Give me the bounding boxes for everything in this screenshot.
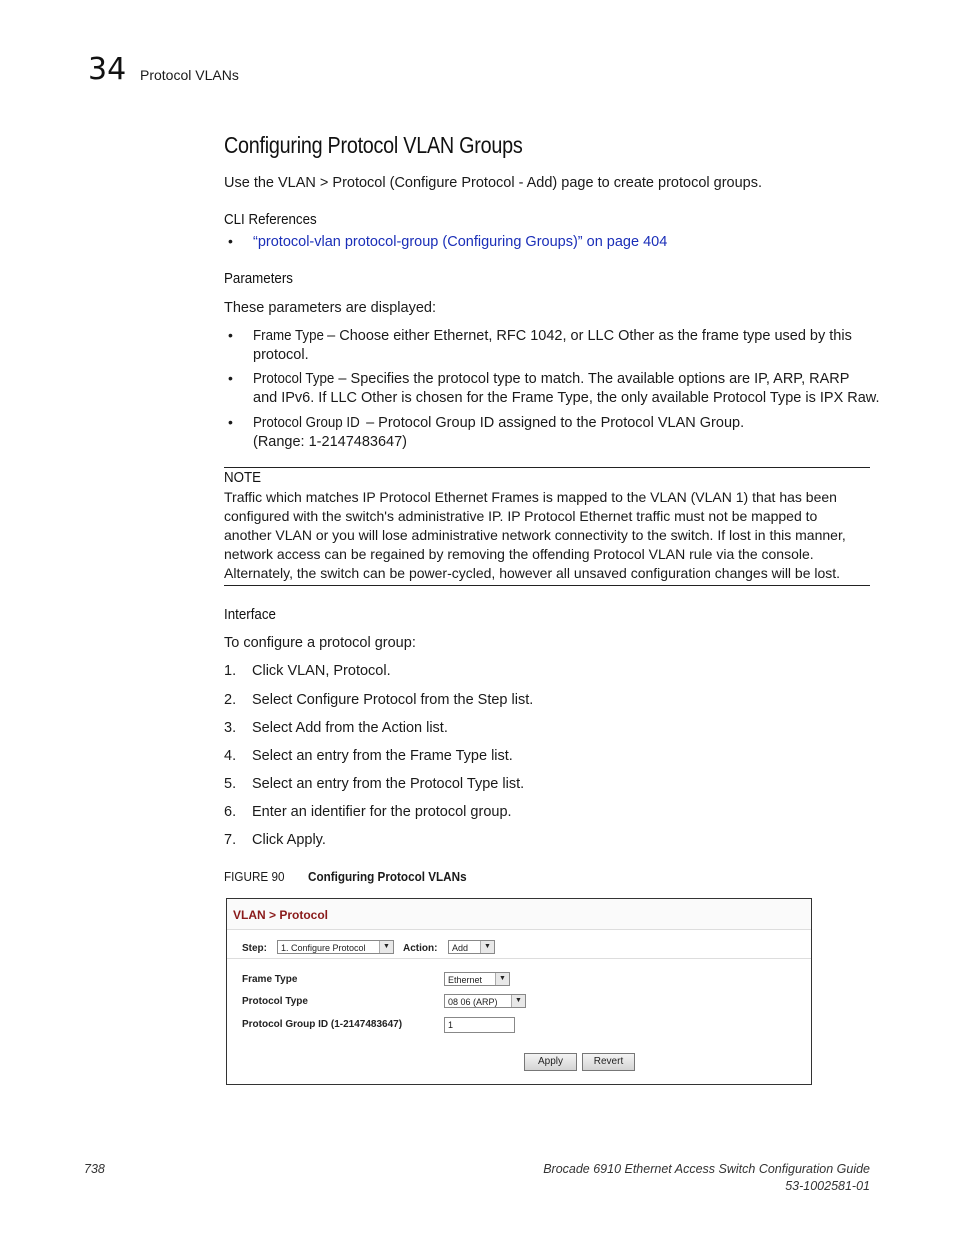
parameter-desc: – Choose either Ethernet, RFC 1042, or LLC Other as the frame type used by this: [323, 328, 852, 344]
cli-heading: CLI References: [224, 212, 317, 228]
chevron-down-icon: ▼: [495, 973, 509, 985]
step-text: Select an entry from the Protocol Type list.: [252, 776, 525, 792]
step-text: Select Configure Protocol from the Step list.: [252, 692, 534, 708]
step-number: 2.: [224, 692, 237, 708]
protocol-type-label: Protocol Type: [242, 996, 308, 1007]
note-bottom-rule: [224, 585, 870, 586]
interface-heading: Interface: [224, 607, 276, 623]
parameter-desc: – Protocol Group ID assigned to the Protocol VLAN Group.: [362, 415, 745, 431]
bullet-icon: •: [228, 233, 233, 249]
parameter-term: Protocol Group ID: [253, 415, 360, 431]
chapter-number: 34: [88, 52, 127, 87]
bullet-icon: •: [228, 414, 233, 430]
chevron-down-icon: ▼: [480, 941, 494, 953]
parameter-term: Protocol Type: [253, 371, 335, 387]
doc-number: 53-1002581-01: [785, 1179, 870, 1193]
parameter-frame-type: [253, 327, 873, 365]
parameter-term: Frame Type: [253, 328, 324, 344]
section-title: Configuring Protocol VLAN Groups: [224, 132, 523, 158]
note-line: network access can be regained by removing the offending Protocol VLAN rule via the console.: [224, 546, 814, 562]
parameters-heading: Parameters: [224, 271, 293, 287]
step-text: Click Apply.: [252, 832, 326, 848]
step-select[interactable]: [277, 940, 394, 954]
note-line: Alternately, the switch can be power-cycled, however all unsaved configuration changes will be lost.: [224, 565, 841, 581]
apply-button[interactable]: Apply: [524, 1053, 577, 1071]
note-line: another VLAN or you will lose administrative network connectivity to the switch. If lost in this manner,: [224, 527, 846, 543]
action-select-value: Add: [452, 943, 469, 953]
bullet-icon: •: [228, 370, 233, 386]
guide-title: Brocade 6910 Ethernet Access Switch Configuration Guide: [543, 1162, 870, 1176]
parameters-intro: These parameters are displayed:: [224, 300, 436, 316]
step-number: 3.: [224, 720, 237, 736]
step-text: Enter an identifier for the protocol group.: [252, 804, 512, 820]
step-number: 1.: [224, 663, 237, 679]
page-number: 738: [84, 1162, 105, 1176]
action-label: Action:: [403, 943, 438, 954]
interface-intro: To configure a protocol group:: [224, 635, 416, 651]
parameter-desc-cont: protocol.: [253, 347, 309, 363]
step-select-value: 1. Configure Protocol: [281, 943, 366, 953]
step-text: Click VLAN, Protocol.: [252, 663, 391, 679]
frame-type-value: Ethernet: [448, 975, 483, 985]
panel-divider: [227, 958, 811, 959]
note-label: NOTE: [224, 470, 262, 486]
step-label: Step:: [242, 943, 267, 954]
panel-title: VLAN > Protocol: [233, 908, 329, 922]
step-text: Select Add from the Action list.: [252, 720, 448, 736]
parameter-desc-cont: (Range: 1-2147483647): [253, 434, 407, 450]
chevron-down-icon: ▼: [511, 995, 525, 1007]
step-number: 6.: [224, 804, 237, 820]
parameter-protocol-type: [253, 370, 883, 408]
panel-header: [227, 899, 811, 930]
figure-caption: Configuring Protocol VLANs: [308, 869, 467, 884]
bullet-icon: •: [228, 327, 233, 343]
revert-button[interactable]: Revert: [582, 1053, 635, 1071]
parameter-desc: – Specifies the protocol type to match. The available options are IP, ARP, RARP: [334, 371, 850, 387]
protocol-type-select[interactable]: [444, 994, 526, 1008]
note-line: configured with the switch's administrative IP. IP Protocol Ethernet traffic must not be mapped to: [224, 508, 818, 524]
note-line: Traffic which matches IP Protocol Ethernet Frames is mapped to the VLAN (VLAN 1) that has been: [224, 489, 837, 505]
protocol-type-value: 08 06 (ARP): [448, 997, 498, 1007]
step-number: 5.: [224, 776, 237, 792]
note-body: [224, 488, 874, 583]
cli-reference-link[interactable]: “protocol-vlan protocol-group (Configuring Groups)” on page 404: [253, 234, 668, 250]
step-number: 7.: [224, 832, 237, 848]
step-number: 4.: [224, 748, 237, 764]
group-id-label: Protocol Group ID (1-2147483647): [242, 1019, 403, 1030]
chapter-title: Protocol VLANs: [140, 67, 239, 83]
figure-screenshot: [226, 898, 812, 1085]
figure-label: FIGURE 90: [224, 869, 285, 884]
step-text: Select an entry from the Frame Type list.: [252, 748, 513, 764]
frame-type-select[interactable]: [444, 972, 510, 986]
group-id-input[interactable]: 1: [444, 1017, 515, 1033]
section-intro: Use the VLAN > Protocol (Configure Protocol - Add) page to create protocol groups.: [224, 175, 763, 191]
frame-type-label: Frame Type: [242, 974, 298, 985]
parameter-group-id: [253, 414, 873, 452]
note-top-rule: [224, 467, 870, 468]
parameter-desc-cont: and IPv6. If LLC Other is chosen for the Frame Type, the only available Protocol Type is IPX Raw.: [253, 390, 880, 406]
chevron-down-icon: ▼: [379, 941, 393, 953]
action-select[interactable]: [448, 940, 495, 954]
